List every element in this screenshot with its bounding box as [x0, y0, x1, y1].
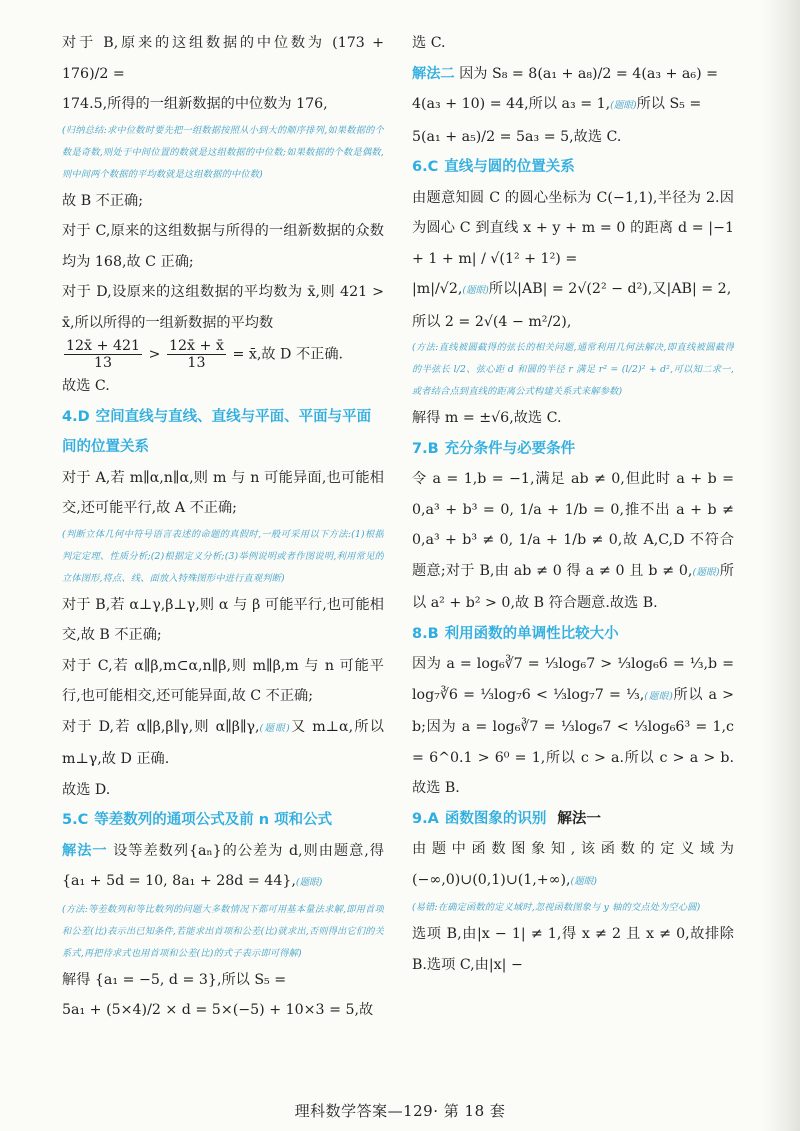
section-4-c: 对于 C,若 α∥β,m⊂α,n∥β,则 m∥β,m 与 n 可能平行,也可能相交,还可能异面,故 C 不正确;	[62, 657, 384, 704]
section-4-a: 对于 A,若 m∥α,n∥α,则 m 与 n 可能异面,也可能相交,还可能平行,故 A 不正确; (判断立体几何中符号语言表述的命题的真假时,一般可采用以下方法:(1)根据判定定理、性质分析;(2)根据定义分析;(3)举例说明或者作图说明,利用常见的立体图形,将点、线、面放入特殊图形中进行直观判断)	[62, 463, 384, 590]
section-8-heading: 8.B 利用函数的单调性比较大小	[412, 625, 619, 642]
s5-note: (方法:等差数列和等比数列的问题大多数情况下都可用基本量法求解,即用首项和公差(比)表示出已知条件,若能求出首项和公差(比)就求出,否则得出它们的关系式,再把待求式也用首项和公差(比)的式子表示即可得解)	[62, 903, 384, 959]
answer-3: 故选 C.	[62, 378, 110, 394]
section-7-body: 令 a = 1,b = −1,满足 ab ≠ 0,但此时 a + b = 0,a³ + b³ = 0, 1/a + 1/b = 0,推不出 a + b ≠ 0,a³ + b³ ≠ 0, 1/a + 1/b ≠ 0,故 A,C,D 不符合题意;对于 B,由 ab ≠ 0 得 a ≠ 0 且 b ≠ 0,(题眼)所以 a² + b² > 0,故 B 符合题意.故选 B.	[412, 471, 734, 611]
section-6-heading: 6.C 直线与圆的位置关系	[412, 159, 575, 175]
s6-note: (方法:直线被圆截得的弦长的相关问题,通常利用几何法解决,即直线被圆截得的半弦长 l/2、弦心距 d 和圆的半径 r 满足 r² = (l/2)² + d²,可以知二求一,或者结合点到直线的距离公式构建关系式来解参数)	[412, 342, 734, 397]
s9-note: (易错:在确定函数的定义域时,忽视函数图象与 y 轴的交点处为空心圆)	[412, 902, 701, 913]
section-9-heading: 9.A 函数图象的识别 解法一	[412, 810, 601, 827]
section-6-body: 由题意知圆 C 的圆心坐标为 C(−1,1),半径为 2.因为圆心 C 到直线 x + y + m = 0 的距离 d = |−1 + 1 + m| / √(1² + 1²) = |m|/√2,(题眼)所以|AB| = 2√(2² − d²),又|AB| = 2, 所以 2 = 2√(4 − m²/2), (方法:直线被圆截得的弦长的相关问题,通常利用几何法解决,即直线被圆截得的半弦长 l/2、弦心距 d 和圆的半径 r 满足 r² = (l/2)² + d²,可以知二求一,或者结合点到直线的距离公式构建关系式来解参数) 解得 m = ±√6,故选 C.	[412, 189, 734, 426]
section-4-d: 对于 D,若 α∥β,β∥γ,则 α∥β∥γ,(题眼)又 m⊥α,所以 m⊥γ,故 D 正确.	[62, 718, 384, 767]
section-4-heading: 4.D 空间直线与直线、直线与平面、平面与平面间的位置关系	[62, 408, 372, 455]
left-column	[62, 28, 384, 1079]
s4-note: (判断立体几何中符号语言表述的命题的真假时,一般可采用以下方法:(1)根据判定定理、性质分析;(2)根据定义分析;(3)举例说明或者作图说明,利用常见的立体图形,将点、线、面放入特殊图形中进行直观判断)	[62, 528, 384, 584]
option-d-text: 对于 D,设原来的这组数据的平均数为 x̄,则 421 > x̄,所以所得的一组新数据的平均数	[62, 284, 384, 331]
option-c-text: 对于 C,原来的这组数据与所得的一组新数据的众数均为 168,故 C 正确;	[62, 223, 384, 270]
page-footer: 理科数学答案—129· 第 18 套	[294, 1102, 506, 1120]
page-edge-shadow	[762, 0, 800, 1131]
section-5-heading: 5.C 等差数列的通项公式及前 n 项和公式	[62, 812, 333, 828]
answer-4: 故选 D.	[62, 781, 111, 798]
right-column	[412, 28, 734, 1079]
mean-formula: $\frac{12x̄ + 421}{13}$ > $\frac{12x̄ + x̄}{13}$ = x̄,故 D 不正确.	[66, 338, 344, 371]
option-b-text: 对于 B,原来的这组数据的中位数为 (173 + 176)/2 = 174.5,所得的一组新数据的中位数为 176, (归纳总结:求中位数时要先把一组数据按照从小到大的顺序排列,如果数据的个数是奇数,则处于中间位置的数就是这组数据的中位数;如果数据的个数是偶数,则中间两个数据的平均数就是这组数据的中位数) 故 B 不正确;	[62, 35, 384, 209]
section-4-b: 对于 B,若 α⊥γ,β⊥γ,则 α 与 β 可能平行,也可能相交,故 B 不正确;	[62, 596, 384, 643]
section-9-body: 由题中函数图象知,该函数的定义域为(−∞,0)∪(0,1)∪(1,+∞),(题眼) (易错:在确定函数的定义域时,忽视函数图象与 y 轴的交点处为空心圆) 选项 B,由|x − 1| ≠ 1,得 x ≠ 2 且 x ≠ 0,故排除 B.选项 C,由|x| −	[412, 841, 734, 973]
section-7-heading: 7.B 充分条件与必要条件	[412, 440, 576, 457]
section-5-end: 选 C.	[412, 35, 446, 51]
b-note: (归纳总结:求中位数时要先把一组数据按照从小到大的顺序排列,如果数据的个数是奇数,则处于中间位置的数就是这组数据的中位数;如果数据的个数是偶数,则中间两个数据的平均数就是这组数据的中位数)	[62, 124, 384, 180]
section-5-method2: 解法二 因为 S₈ = 8(a₁ + a₈)/2 = 4(a₃ + a₆) = 4(a₃ + 10) = 44,所以 a₃ = 1,(题眼)所以 S₅ = 5(a₁ + a₅)/2 = 5a₃ = 5,故选 C.	[412, 65, 718, 145]
section-8-body: 因为 a = log₆∛7 = ⅓log₆7 > ⅓log₆6 = ⅓,b = log₇∛6 = ⅓log₇6 < ⅓log₇7 = ⅓,(题眼)所以 a > b;因为 a = log₆∛7 = ⅓log₆7 < ⅓log₆6³ = 1,c = 6^0.1 > 6⁰ = 1,所以 c > a.所以 c > a > b.故选 B.	[412, 656, 734, 796]
section-5-method1: 解法一 设等差数列{aₙ}的公差为 d,则由题意,得 {a₁ + 5d = 10, 8a₁ + 28d = 44},(题眼) (方法:等差数列和等比数列的问题大多数情况下都可用基本量法求解,即用首项和公差(比)表示出已知条件,若能求出首项和公差(比)就求出,否则得出它们的关系式,再把待求式也用首项和公差(比)的式子表示即可得解) 解得 {a₁ = −5, d = 3},所以 S₅ = 5a₁ + (5×4)/2 × d = 5×(−5) + 10×3 = 5,故	[62, 842, 384, 1018]
